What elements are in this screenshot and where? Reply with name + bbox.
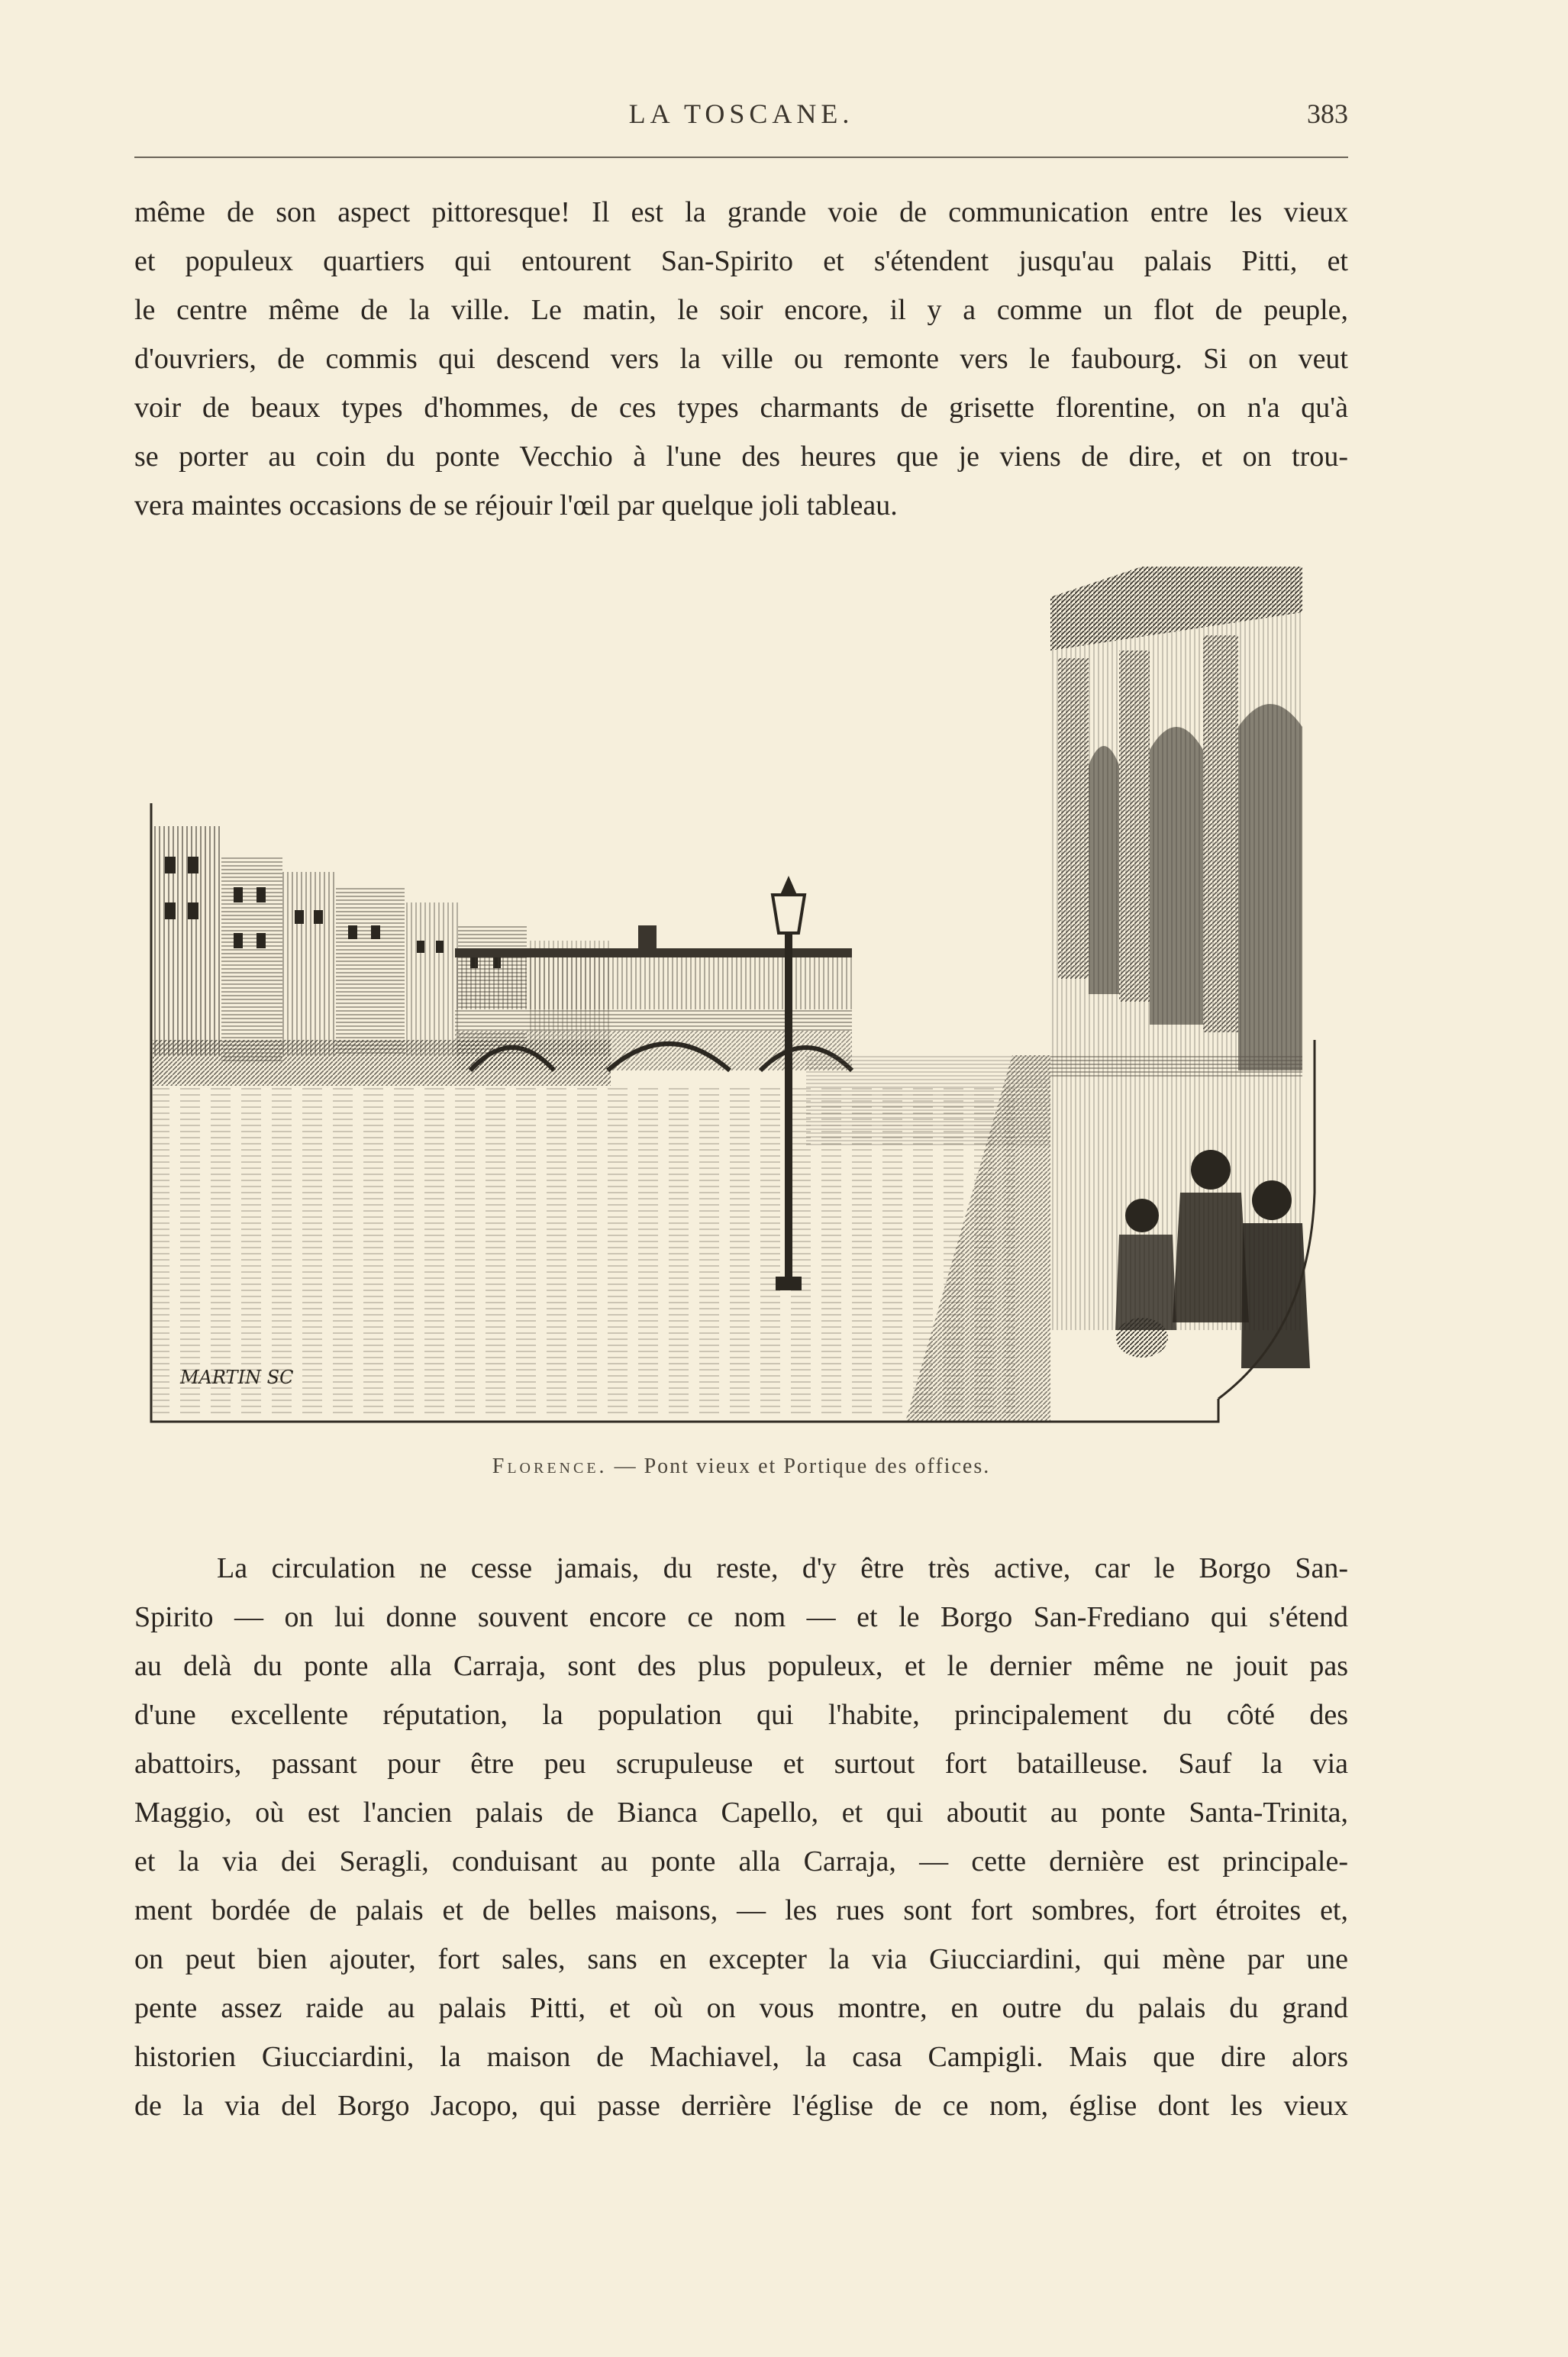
- running-head: [134, 90, 1348, 136]
- text-line: La circulation ne cesse jamais, du reste, d'y être très active, car le Borgo San-: [217, 1552, 1348, 1584]
- text-line: de la via del Borgo Jacopo, qui passe derrière l'église de ce nom, église dont les vieux: [134, 2090, 1348, 2122]
- text-line: abattoirs, passant pour être peu scrupuleuse et surtout fort batailleuse. Sauf la via: [134, 1748, 1348, 1780]
- running-title: LA TOSCANE.: [628, 98, 854, 129]
- caption-city: Florence.: [492, 1455, 608, 1478]
- text-line: historien Giucciardini, la maison de Machiavel, la casa Campigli. Mais que dire alors: [134, 2041, 1348, 2073]
- text-line: Spirito — on lui donne souvent encore ce nom — et le Borgo San-Frediano qui s'étend: [134, 1601, 1348, 1633]
- header-rule: [134, 157, 1348, 158]
- caption-text: — Pont vieux et Portique des offices.: [607, 1455, 991, 1478]
- text-line: d'ouvriers, de commis qui descend vers la ville ou remonte vers le faubourg. Si on veut: [134, 343, 1348, 375]
- text-line: et populeux quartiers qui entourent San-Spirito et s'étendent jusqu'au palais Pitti, et: [134, 245, 1348, 277]
- text-line: voir de beaux types d'hommes, de ces types charmants de grisette florentine, on n'a qu'à: [134, 392, 1348, 424]
- page-number: 383: [1307, 98, 1348, 129]
- text-line: le centre même de la ville. Le matin, le soir encore, il y a comme un flot de peuple,: [134, 294, 1348, 326]
- text-line: se porter au coin du ponte Vecchio à l'une des heures que je viens de dire, et on trou-: [134, 441, 1348, 473]
- paragraph-2: [134, 1544, 1348, 2130]
- engraving-ponte-vecchio: [150, 567, 1318, 1429]
- text-line: Maggio, où est l'ancien palais de Bianca Capello, et qui aboutit au ponte Santa-Trinita,: [134, 1797, 1348, 1829]
- text-line: vera maintes occasions de se réjouir l'œil par quelque joli tableau.: [134, 489, 898, 521]
- text-line: ment bordée de palais et de belles maisons, — les rues sont fort sombres, fort étroites et,: [134, 1894, 1348, 1926]
- text-line: on peut bien ajouter, fort sales, sans en excepter la via Giucciardini, qui mène par une: [134, 1943, 1348, 1975]
- text-line: même de son aspect pittoresque! Il est la grande voie de communication entre les vieux: [134, 196, 1348, 228]
- text-line: d'une excellente réputation, la population qui l'habite, principalement du côté des: [134, 1699, 1348, 1731]
- text-line: et la via dei Seragli, conduisant au ponte alla Carraja, — cette dernière est principale-: [134, 1845, 1348, 1878]
- paragraph-1: [134, 188, 1348, 530]
- figure-caption: [134, 1455, 1348, 1479]
- engraver-signature: MARTIN SC: [180, 1367, 294, 1388]
- text-line: pente assez raide au palais Pitti, et où on vous montre, en outre du palais du grand: [134, 1992, 1348, 2024]
- text-line: au delà du ponte alla Carraja, sont des plus populeux, et le dernier même ne jouit pas: [134, 1650, 1348, 1682]
